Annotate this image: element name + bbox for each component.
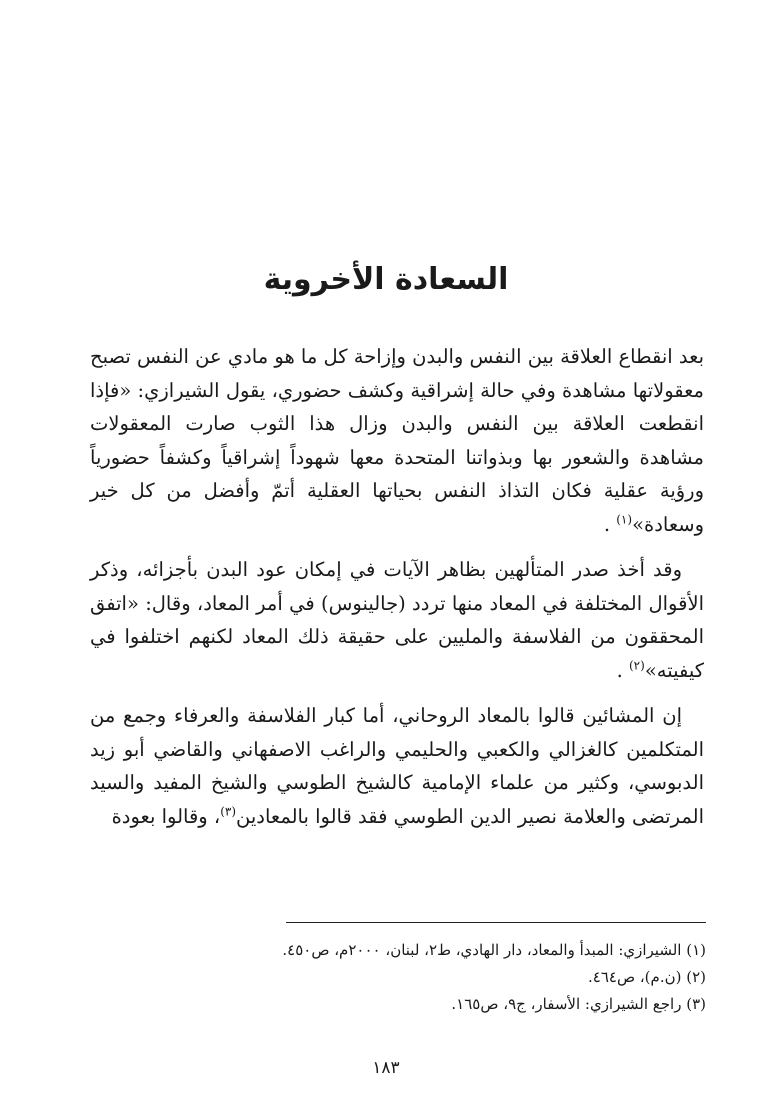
- footnote-divider: [286, 922, 706, 923]
- paragraph-1-text: بعد انقطاع العلاقة بين النفس والبدن وإزاحة كل ما هو مادي عن النفس تصبح معقولاتها مشاهدة وفي حالة إشراقية وكشف حضوري، يقول الشيرازي: «فإذا انقطعت العلاقة بين النفس والبدن وزال هذا الثوب صارت المعقولات مشاهدة والشعور بها وبذواتنا المتحدة معها شهوداً إشراقياً وكشفاً حضورياً ورؤية عقلية فكان التذاذ النفس بحياتها العقلية أتمّ وأفضل من كل خير وسعادة»: [89, 345, 704, 536]
- chapter-title: السعادة الأخروية: [263, 262, 509, 297]
- paragraph-1: [90, 340, 704, 541]
- footnote-3: (٣) راجع الشيرازي: الأسفار، ج٩، ص١٦٥.: [451, 995, 706, 1013]
- paragraph-1-tail: .: [603, 512, 617, 536]
- paragraph-3: [90, 699, 704, 833]
- body-text: [90, 340, 704, 845]
- footnote-ref-2[interactable]: (٢): [628, 658, 645, 672]
- footnote-1: (١) الشيرازي: المبدأ والمعاد، دار الهادي، ط٢، لبنان، ٢٠٠٠م، ص٤٥٠.: [282, 941, 706, 959]
- footnote-ref-1[interactable]: (١): [616, 512, 633, 526]
- paragraph-2: [90, 553, 704, 687]
- paragraph-3-tail: ، وقالوا بعودة: [111, 804, 221, 828]
- paragraph-2-text: وقد أخذ صدر المتألهين بظاهر الآيات في إمكان عود البدن بأجزائه، وذكر الأقوال المختلفة في المعاد منها تردد (جالينوس) في أمر المعاد، وقال: «اتفق المحققون من الفلاسفة والمليين على حقيقة ذلك المعاد لكنهم اختلفوا في كيفيته»: [90, 558, 704, 682]
- paragraph-3-text: إن المشائين قالوا بالمعاد الروحاني، أما كبار الفلاسفة والعرفاء وجمع من المتكلمين كالغزالي والكعبي والحليمي والراغب الاصفهاني والقاضي أبو زيد الدبوسي، وكثير من علماء الإمامية كالشيخ الطوسي والشيخ المفيد والسيد المرتضى والعلامة نصير الدين الطوسي فقد قالوا بالمعادين: [90, 704, 704, 828]
- footnotes: [86, 937, 706, 1018]
- footnote-2: (٢) (ن.م)، ص٤٦٤.: [587, 968, 706, 986]
- footnote-ref-3[interactable]: (٣): [220, 804, 237, 818]
- page-number: ١٨٣: [372, 1058, 400, 1078]
- paragraph-2-tail: .: [616, 658, 629, 682]
